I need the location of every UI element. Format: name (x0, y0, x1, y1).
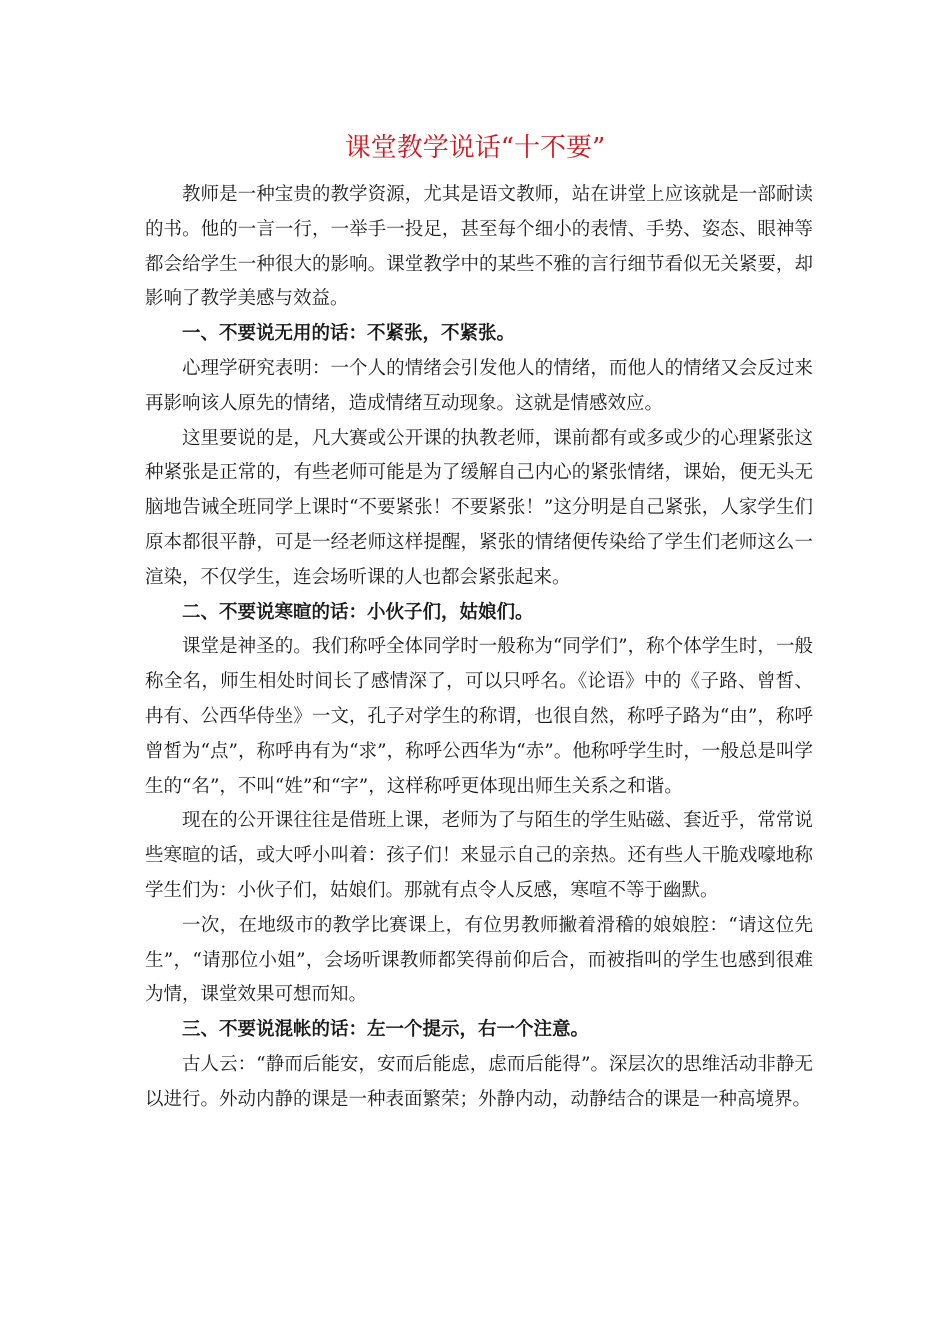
document-title: 课堂教学说话“十不要” (344, 133, 606, 163)
body-paragraph: 现在的公开课往往是借班上课，老师为了与陌生的学生贴磁、套近乎，常常说些寒暄的话，或大呼小叫着：孩子们！来显示自己的亲热。还有些人干脆戏嚎地称学生们为：小伙子们，姑娘们。那就有点令人反感，寒喧不等于幽默。 (145, 810, 813, 901)
section-heading: 二、不要说寒暄的话：小伙子们，姑娘们。 (182, 601, 534, 623)
document-body (145, 178, 813, 1118)
section-heading: 一、不要说无用的话：不紧张，不紧张。 (182, 323, 516, 345)
body-paragraph: 这里要说的是，凡大赛或公开课的执教老师，课前都有或多或少的心理紧张这种紧张是正常的，有些老师可能是为了缓解自己内心的紧张情绪，课始，便无头无脑地告诫全班同学上课时“不要紧张！不要紧张！”这分明是自己紧张，人家学生们原本都很平静，可是一经老师这样提醒，紧张的情绪便传染给了学生们老师这么一渲染，不仅学生，连会场听课的人也都会紧张起来。 (145, 427, 813, 588)
body-paragraph: 古人云：“静而后能安，安而后能虑，虑而后能得”。深层次的思维活动非静无以进行。外动内静的课是一种表面繁荣；外静内动，动静结合的课是一种高境界。 (145, 1053, 813, 1110)
body-paragraph: 心理学研究表明：一个人的情绪会引发他人的情绪，而他人的情绪又会反过来再影响该人原先的情绪，造成情绪互动现象。这就是情感效应。 (145, 357, 813, 414)
section-heading: 三、不要说混帐的话：左一个提示，右一个注意。 (182, 1019, 590, 1041)
body-paragraph: 教师是一种宝贵的教学资源，尤其是语文教师，站在讲堂上应该就是一部耐读的书。他的一言一行，一举手一投足，甚至每个细小的表情、手势、姿态、眼神等都会给学生一种很大的影响。课堂教学中的某些不雅的言行细节看似无关紧要，却影响了教学美感与效益。 (145, 184, 813, 310)
body-paragraph: 一次，在地级市的教学比赛课上，有位男教师撇着滑稽的娘娘腔：“请这位先生”，“请那位小姐”，会场听课教师都笑得前仰后合，而被指叫的学生也感到很难为情，课堂效果可想而知。 (145, 914, 813, 1006)
body-paragraph: 课堂是神圣的。我们称呼全体同学时一般称为“同学们”，称个体学生时，一般称全名，师生相处时间长了感情深了，可以只呼名。《论语》中的《子路、曾皙、冉有、公西华侍坐》一文，孔子对学生的称谓，也很自然，称呼子路为“由”，称呼曾皙为“点”，称呼冉有为“求”，称呼公西华为“赤”。他称呼学生时，一般总是叫学生的“名”，不叫“姓”和“字”，这样称呼更体现出师生关系之和谐。 (145, 636, 813, 797)
